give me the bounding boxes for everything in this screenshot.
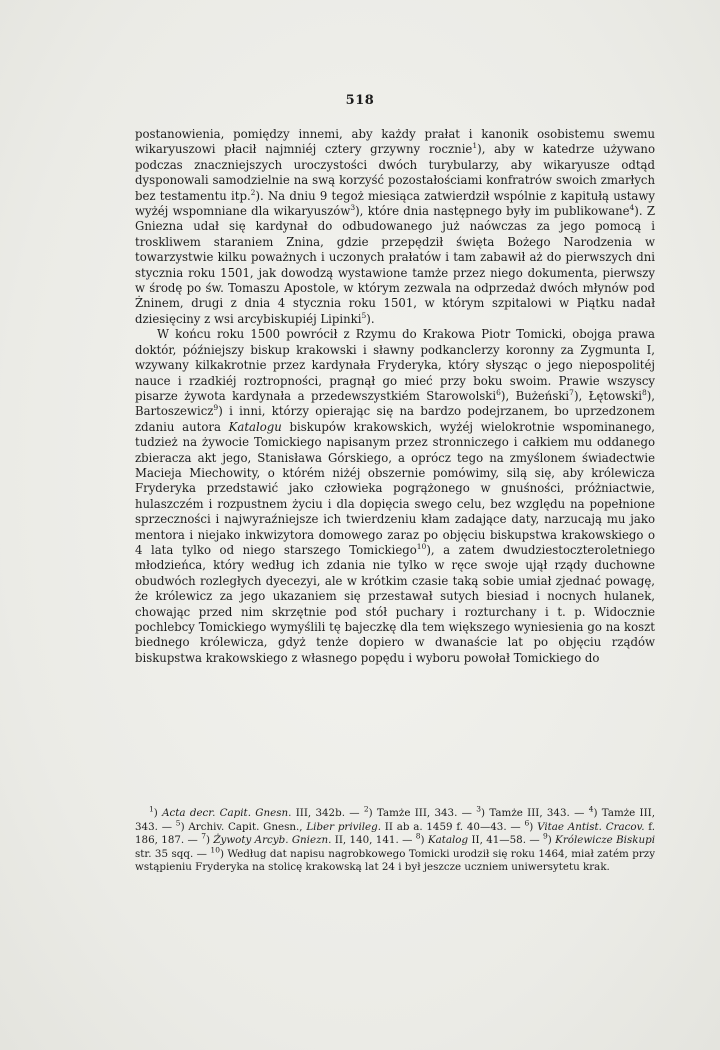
paragraph-1: postanowienia, pomiędzy innemi, aby każdy prałat i kanonik osobistemu swemu wikaryuszowi płacił najmniéj cztery grzywny rocznie$^1$), aby w katedrze używano podczas znaczniejszych uroczystości dwóch turybularzy, aby wikaryusze odtąd dysponowali samodzielnie na swą korzyść pozostałościami konfratrów swoich zmarłych bez testamentu itp.$^2$). Na dniu 9 tegoż miesiąca zatwierdził wspólnie z kapitułą ustawy wyżéj wspomniane dla wikaryuszów$^3$), które dnia następnego były im publikowane$^4$). Z Gniezna udał się kardynał do odbudowanego już naówczas za jego pomocą i troskliwem staraniem Znina, gdzie przepędził święta Bożego Narodzenia w towarzystwie kilku poważnych i uczonych prałatów i tam zabawił aż do pierwszych dni stycznia roku 1501, jak dowodzą wystawione tamże przez niego dokumenta, pierwszy w środę po św. Tomaszu Apostole, w którym zezwala na odprzedaż dwóch młynów pod Żninem, drugi z dnia 4 stycznia roku 1501, w którym szpitalowi w Piątku nadał dziesięciny z wsi arcybiskupiéj Lipinki$^5$). [135, 127, 655, 326]
footnote-mark-5: 5 [175, 818, 181, 828]
footnote-ref-8: 8 [641, 388, 647, 398]
footnote-ref-4: 4 [629, 203, 635, 213]
footnote-mark-4: 4 [588, 804, 594, 814]
footnote-mark-9: 9 [542, 831, 548, 841]
italic-title-katalog: Katalogu [228, 419, 282, 434]
main-text [135, 127, 655, 666]
page-number: 518 [345, 93, 375, 108]
footnote-ref-3: 3 [350, 203, 356, 213]
footnote-ref-7: 7 [569, 388, 574, 398]
footnote-mark-10: 10 [210, 845, 220, 855]
footnote-ref-1: 1 [472, 141, 478, 151]
footnote-mark-6: 6 [524, 818, 530, 828]
footnote-mark-3: 3 [476, 804, 482, 814]
paragraph-2: W końcu roku 1500 powrócił z Rzymu do Krakowa Piotr Tomicki, obojga prawa doktór, późniejszy biskup krakowski i sławny podkanclerzy koronny za Zygmunta I, wzywany kilkakrotnie przez kardynała Fryderyka, który słysząc o jego niepospolitéj nauce i rzadkiéj roztropności, pragnął go mieć przy boku swoim. Prawie wszyscy pisarze żywota kardynała a przedewszystkiém Starowolski$^6$), Bużeński$^7$), Łętowski$^8$), Bartoszewicz$^9$) i inni, którzy opierając się na bardzo podejrzanem, bo uprzedzonem zdaniu autora Katalogu biskupów krakowskich, wyżéj wielokrotnie wspominanego, tudzież na żywocie Tomickiego napisanym przez stronniczego i całkiem mu oddanego zbieracza akt jego, Stanisława Górskiego, a oprócz tego na zmyślonem świadectwie Macieja Miechowity, o którém niżéj obszernie pomówimy, silą się, aby królewicza Fryderyka przedstawić jako człowieka pogrążonego w gnuśności, próżniactwie, hulaszczém i rozpustnem życiu i dla dopięcia swego celu, bez względu na popełnione sprzeczności i najwyraźniejsze ich twierdzeniu kłam zadające daty, narzucają mu jako mentora i niejako inkwizytora domowego zaraz po objęciu biskupstwa krakowskiego o 4 lata tylko od niego starszego Tomickiego$^{10}$), a zatem dwudziestoczteroletniego młodzieńca, który według ich zdania nie tylko w ręce swoje ujął rządy duchowne obudwóch rozległych dyecezyi, ale w krótkim czasie taką sobie umiał zjednać powagę, że królewicz za jego ukazaniem się przestawał sutych biesiad i nocnych hulanek, chowając przed nim skrzętnie pod stół puchary i rozturchany i t. p. Widocznie pochlebcy Tomickiego wymyślili tę bajeczkę dla tem większego wyniesienia go na koszt biednego królewicza, gdyż tenże dopiero w dwanaście lat po objęciu rządów biskupstwa krakowskiego z własnego popędu i wyboru powołał Tomickiego do [135, 327, 655, 665]
footnote-block: $^1$) Acta decr. Capit. Gnesn. III, 342b. — $^2$) Tamże III, 343. — $^3$) Tamże III, 343. — $^4$) Tamże III, 343. — $^5$) Archiv. Capit. Gnesn., Liber privileg. II ab a. 1459 f. 40—43. — $^6$) Vitae Antist. Cracov. f. 186, 187. — $^7$) Żywoty Arcyb. Gniezn. II, 140, 141. — $^8$) Katalog II, 41—58. — $^9$) Królewicze Biskupi str. 35 sqq. — $^{10}$) Według dat napisu nagrobkowego Tomicki urodził się roku 1464, miał zatém przy wstąpieniu Fryderyka na stolicę krakowską lat 24 i był jeszcze uczniem uniwersytetu krak. [135, 804, 656, 873]
footnote-ref-5: 5 [361, 310, 367, 320]
footnotes [135, 804, 656, 875]
footnote-mark-8: 8 [415, 831, 421, 841]
footnote-mark-2: 2 [363, 804, 369, 814]
footnote-mark-7: 7 [201, 831, 206, 841]
footnote-ref-2: 2 [250, 187, 256, 197]
footnote-ref-9: 9 [213, 403, 219, 413]
footnote-mark-1: 1 [149, 804, 154, 814]
footnote-ref-6: 6 [496, 388, 501, 398]
footnote-ref-10: 10 [416, 542, 427, 552]
